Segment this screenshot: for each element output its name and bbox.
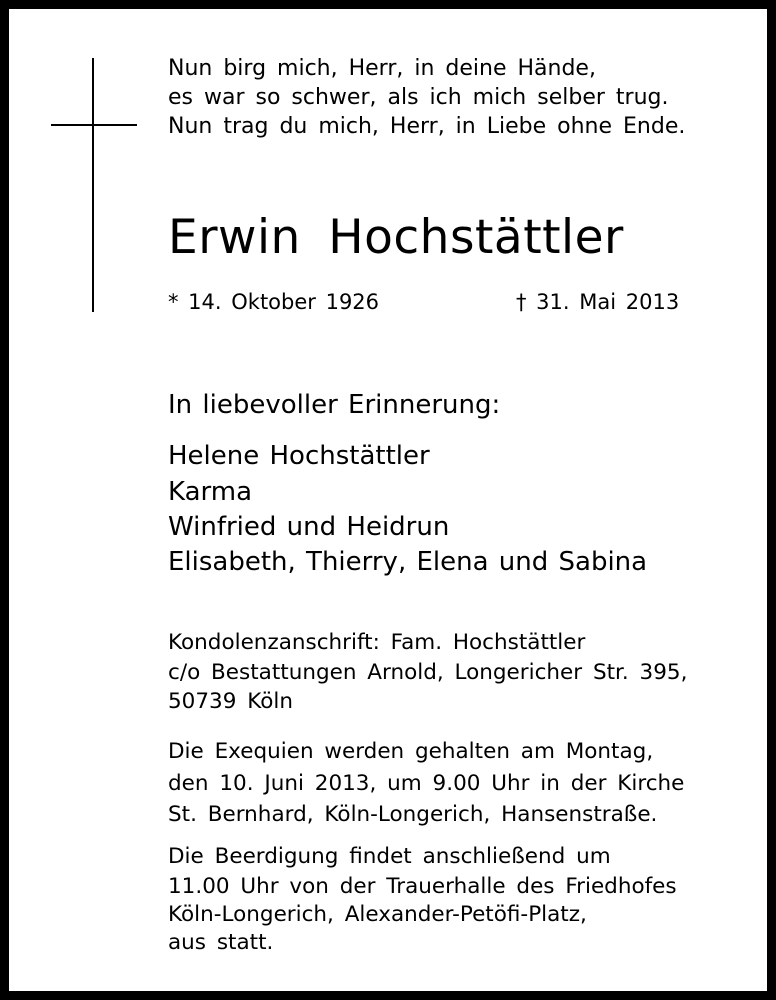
condolence-line-2: c/o Bestattungen Arnold, Longericher Str. 395, — [168, 660, 688, 685]
burial-line-1: Die Beerdigung findet anschließend um — [168, 844, 611, 869]
condolence-line-3: 50739 Köln — [168, 689, 294, 714]
mourner-line-3: Winfried und Heidrun — [168, 512, 450, 542]
verse-line-3: Nun trag du mich, Herr, in Liebe ohne Ende. — [168, 114, 686, 139]
mourner-line-4: Elisabeth, Thierry, Elena und Sabina — [168, 547, 648, 577]
mourner-line-2: Karma — [168, 477, 253, 507]
deceased-name: Erwin Hochstättler — [168, 210, 624, 265]
cross-icon-horizontal-bar — [51, 124, 137, 126]
burial-line-2: 11.00 Uhr von der Trauerhalle des Friedhofes — [168, 874, 677, 899]
death-date: † 31. Mai 2013 — [516, 290, 680, 314]
verse-line-2: es war so schwer, als ich mich selber trug. — [168, 85, 669, 110]
burial-line-4: aus statt. — [168, 930, 274, 955]
mourner-line-1: Helene Hochstättler — [168, 441, 430, 471]
cross-icon-vertical-bar — [92, 58, 94, 312]
birth-date: * 14. Oktober 1926 — [168, 290, 380, 314]
verse-line-1: Nun birg mich, Herr, in deine Hände, — [168, 56, 596, 81]
exequies-line-1: Die Exequien werden gehalten am Montag, — [168, 739, 654, 764]
exequies-line-2: den 10. Juni 2013, um 9.00 Uhr in der Kirche — [168, 771, 685, 796]
remembrance-heading: In liebevoller Erinnerung: — [168, 390, 501, 420]
condolence-line-1: Kondolenzanschrift: Fam. Hochstättler — [168, 630, 586, 655]
exequies-line-3: St. Bernhard, Köln-Longerich, Hansenstraße. — [168, 802, 658, 827]
burial-line-3: Köln-Longerich, Alexander-Petöfi-Platz, — [168, 902, 587, 927]
